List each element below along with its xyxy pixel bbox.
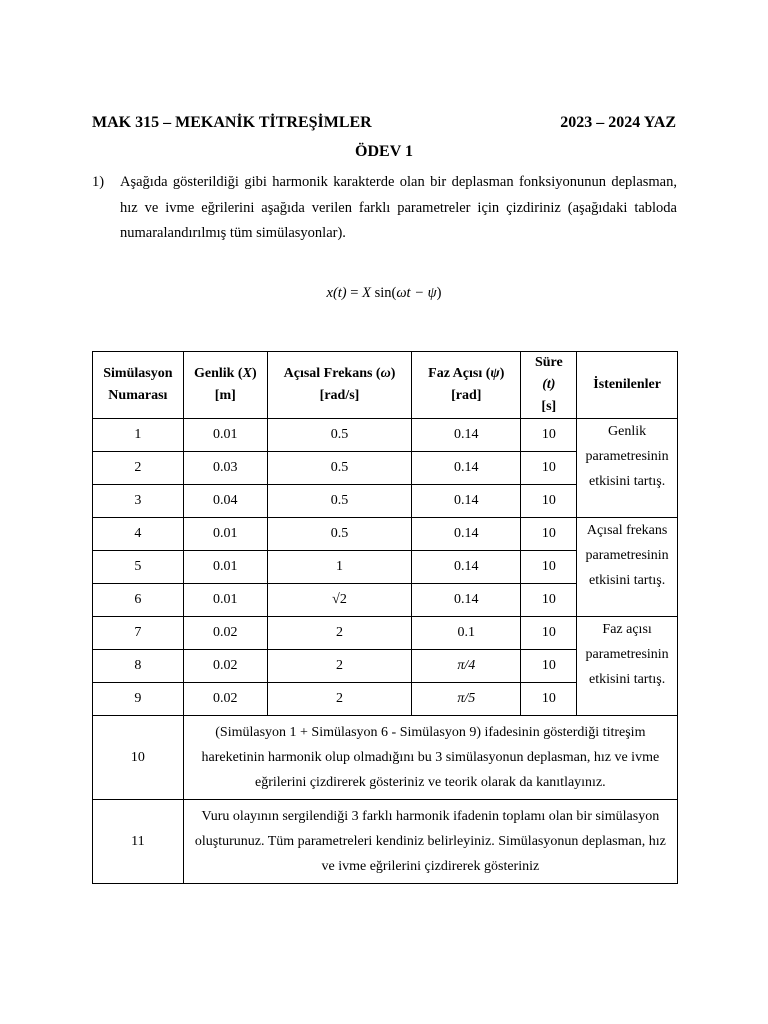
cell-amplitude: 0.01 xyxy=(183,551,267,584)
note-amplitude-effect: Genlik parametresinin etkisini tartış. xyxy=(577,419,678,518)
header-requirements: İstenilenler xyxy=(577,352,678,419)
cell-sim: 1 xyxy=(93,419,184,452)
note-frequency-effect: Açısal frekans parametresinin etkisini tartış. xyxy=(577,518,678,617)
table-row xyxy=(93,800,678,884)
note-phase-effect: Faz açısı parametresinin etkisini tartış. xyxy=(577,617,678,716)
cell-amplitude: 0.02 xyxy=(183,683,267,716)
header-phase-close: ) xyxy=(499,366,505,381)
header-simulation: Simülasyon Numarası xyxy=(93,352,184,419)
formula-amplitude: X xyxy=(362,285,371,301)
cell-time: 10 xyxy=(521,419,577,452)
table-row xyxy=(93,617,678,650)
cell-time: 10 xyxy=(521,683,577,716)
cell-amplitude: 0.01 xyxy=(183,419,267,452)
header-amplitude-symbol: X xyxy=(242,366,252,381)
table-row xyxy=(93,716,678,800)
cell-amplitude: 0.03 xyxy=(183,452,267,485)
cell-task-10: (Simülasyon 1 + Simülasyon 6 - Simülasyon 9) ifadesinin gösterdiği titreşim hareketinin harmonik olup olmadığını bu 3 simülasyonun deplasman, hız ve ivme eğrilerini çizdirerek gösteriniz ve teorik olarak da kanıtlayınız. xyxy=(183,716,677,800)
cell-frequency: 0.5 xyxy=(267,518,411,551)
displacement-formula xyxy=(0,285,768,302)
header-phase xyxy=(412,352,521,419)
cell-task-11: Vuru olayının sergilendiği 3 farklı harmonik ifadenin toplamı olan bir simülasyon oluşturunuz. Tüm parametreleri kendiniz belirleyiniz. Simülasyonun deplasman, hız ve ivme eğrilerini çizdirerek gösteriniz xyxy=(183,800,677,884)
cell-frequency: 0.5 xyxy=(267,452,411,485)
term-label: 2023 – 2024 YAZ xyxy=(560,114,676,131)
header-time-unit: [s] xyxy=(541,399,557,414)
cell-phase: 0.14 xyxy=(412,551,521,584)
cell-frequency: 2 xyxy=(267,683,411,716)
cell-frequency: 2 xyxy=(267,617,411,650)
cell-time: 10 xyxy=(521,485,577,518)
formula-close: ) xyxy=(436,285,442,301)
cell-sim: 2 xyxy=(93,452,184,485)
cell-sim: 8 xyxy=(93,650,184,683)
cell-amplitude: 0.01 xyxy=(183,584,267,617)
cell-amplitude: 0.02 xyxy=(183,617,267,650)
cell-phase: 0.14 xyxy=(412,518,521,551)
assignment-title: ÖDEV 1 xyxy=(355,143,413,160)
question-1 xyxy=(92,170,677,247)
cell-sim: 4 xyxy=(93,518,184,551)
header-frequency-symbol: ω xyxy=(380,366,391,381)
simulation-table xyxy=(92,351,678,884)
formula-sin: sin( xyxy=(370,285,397,301)
cell-phase: 0.14 xyxy=(412,419,521,452)
table-header-row xyxy=(93,352,678,419)
cell-time: 10 xyxy=(521,452,577,485)
header-phase-label: Faz Açısı ( xyxy=(428,366,491,381)
formula-eq: = xyxy=(346,285,363,301)
cell-time: 10 xyxy=(521,518,577,551)
cell-time: 10 xyxy=(521,551,577,584)
cell-amplitude: 0.01 xyxy=(183,518,267,551)
header-frequency xyxy=(267,352,411,419)
cell-frequency: 0.5 xyxy=(267,419,411,452)
table-row xyxy=(93,518,678,551)
question-text: Aşağıda gösterildiği gibi harmonik karakterde olan bir deplasman fonksiyonunun deplasman, hız ve ivme eğrilerini aşağıda verilen farklı parametreler için çizdiriniz (aşağıdaki tabloda numaralandırılmış tüm simülasyonlar). xyxy=(120,174,677,241)
cell-sim: 9 xyxy=(93,683,184,716)
header-phase-unit: [rad] xyxy=(451,388,482,403)
header-frequency-label: Açısal Frekans ( xyxy=(283,366,381,381)
cell-time: 10 xyxy=(521,617,577,650)
formula-argument: ωt − ψ xyxy=(396,285,437,301)
cell-frequency: 2 xyxy=(267,650,411,683)
page-header xyxy=(92,114,676,132)
course-title: MAK 315 – MEKANİK TİTREŞİMLER xyxy=(92,114,372,131)
header-time-label: Süre xyxy=(534,355,563,370)
cell-time: 10 xyxy=(521,650,577,683)
cell-sim: 5 xyxy=(93,551,184,584)
cell-phase: 0.14 xyxy=(412,485,521,518)
header-amplitude-close: ) xyxy=(251,366,257,381)
cell-phase: π/5 xyxy=(412,683,521,716)
cell-sim: 11 xyxy=(93,800,184,884)
header-phase-symbol: ψ xyxy=(490,366,500,381)
cell-frequency: 1 xyxy=(267,551,411,584)
cell-phase: π/4 xyxy=(412,650,521,683)
cell-phase: 0.14 xyxy=(412,452,521,485)
header-amplitude xyxy=(183,352,267,419)
header-frequency-close: ) xyxy=(390,366,396,381)
header-time-symbol: (t) xyxy=(542,377,556,392)
cell-frequency: √2 xyxy=(267,584,411,617)
cell-time: 10 xyxy=(521,584,577,617)
cell-phase: 0.1 xyxy=(412,617,521,650)
cell-amplitude: 0.02 xyxy=(183,650,267,683)
cell-sim: 10 xyxy=(93,716,184,800)
formula-lhs: x(t) xyxy=(326,285,347,301)
cell-sim: 3 xyxy=(93,485,184,518)
header-time xyxy=(521,352,577,419)
header-amplitude-unit: [m] xyxy=(214,388,236,403)
header-amplitude-label: Genlik ( xyxy=(193,366,243,381)
cell-phase: 0.14 xyxy=(412,584,521,617)
question-number: 1) xyxy=(92,174,105,190)
cell-sim: 7 xyxy=(93,617,184,650)
header-frequency-unit: [rad/s] xyxy=(319,388,360,403)
cell-sim: 6 xyxy=(93,584,184,617)
cell-frequency: 0.5 xyxy=(267,485,411,518)
table-row xyxy=(93,419,678,452)
cell-amplitude: 0.04 xyxy=(183,485,267,518)
